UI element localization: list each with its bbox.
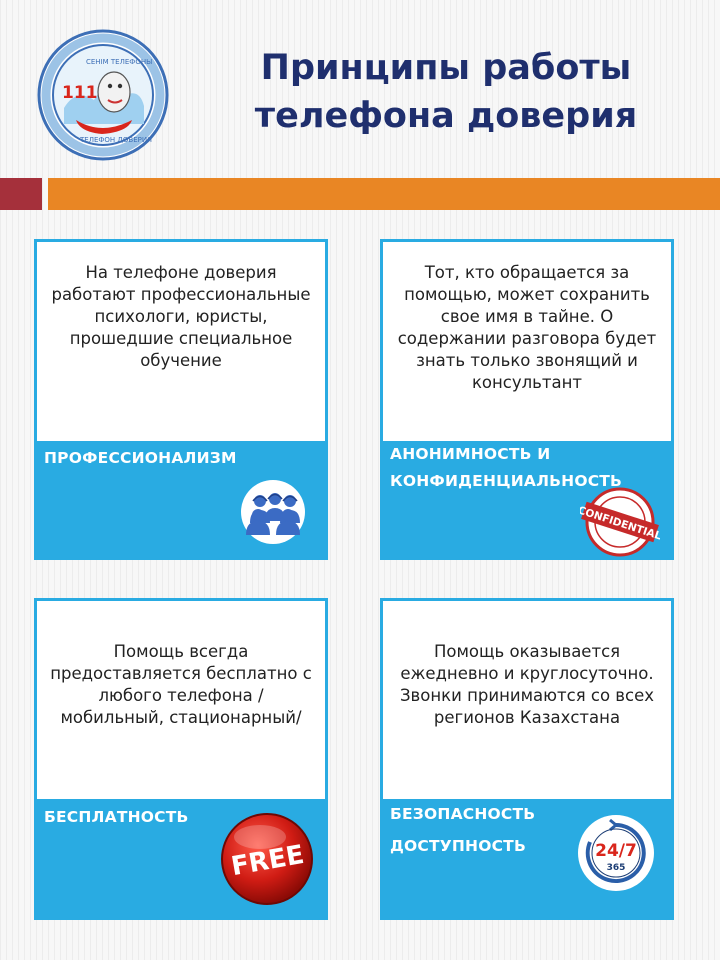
title-line-1: Принципы работы [260, 48, 632, 88]
divider-red-bar [0, 178, 42, 210]
free-badge-text: FREE [228, 839, 307, 883]
card-label-line: ДОСТУПНОСТЬ [390, 837, 526, 855]
clock-24-7-icon [576, 812, 656, 894]
clock-subtext: 365 [606, 863, 626, 873]
card-description: На телефоне доверия работают профессиональные психологи, юристы, прошедшие специальное обучение [37, 242, 325, 441]
title-line-2: телефона доверия [254, 96, 638, 136]
card-label-line: ПРОФЕССИОНАЛИЗМ [44, 449, 237, 467]
card-description: Помощь оказывается ежедневно и круглосуточно. Звонки принимаются со всех регионов Казахстана [383, 601, 671, 799]
page-title [196, 44, 696, 140]
divider-orange-bar [48, 178, 720, 210]
principle-card-availability [380, 598, 674, 920]
people-headset-icon [234, 479, 312, 545]
principle-card-free [34, 598, 328, 920]
card-label-line: АНОНИМНОСТЬ И [390, 445, 551, 463]
principle-card-anonymity [380, 239, 674, 560]
confidential-stamp-icon [580, 487, 660, 557]
stamp-text: CONFIDENTIAL [580, 504, 660, 543]
clock-text: 24/7 [595, 841, 637, 861]
principle-card-professionalism [34, 239, 328, 560]
card-description: Помощь всегда предоставляется бесплатно с любого телефона /мобильный, стационарный/ [37, 601, 325, 799]
free-button-icon [220, 811, 314, 907]
card-label-line: БЕСПЛАТНОСТЬ [44, 808, 189, 826]
card-label [44, 445, 318, 472]
card-label-line: БЕЗОПАСНОСТЬ [390, 805, 536, 823]
logo-number: 111 [62, 83, 98, 103]
card-label-line: КОНФИДЕНЦИАЛЬНОСТЬ [390, 472, 623, 490]
card-description: Тот, кто обращается за помощью, может сохранить свое имя в тайне. О содержании разговора будет знать только звонящий и консультант [383, 242, 671, 441]
svg-text:СЕНІМ ТЕЛЕФОНЫ: СЕНІМ ТЕЛЕФОНЫ [86, 58, 153, 66]
helpline-logo-icon [36, 28, 170, 162]
svg-text:ТЕЛЕФОН ДОВЕРИЯ: ТЕЛЕФОН ДОВЕРИЯ [80, 136, 152, 144]
